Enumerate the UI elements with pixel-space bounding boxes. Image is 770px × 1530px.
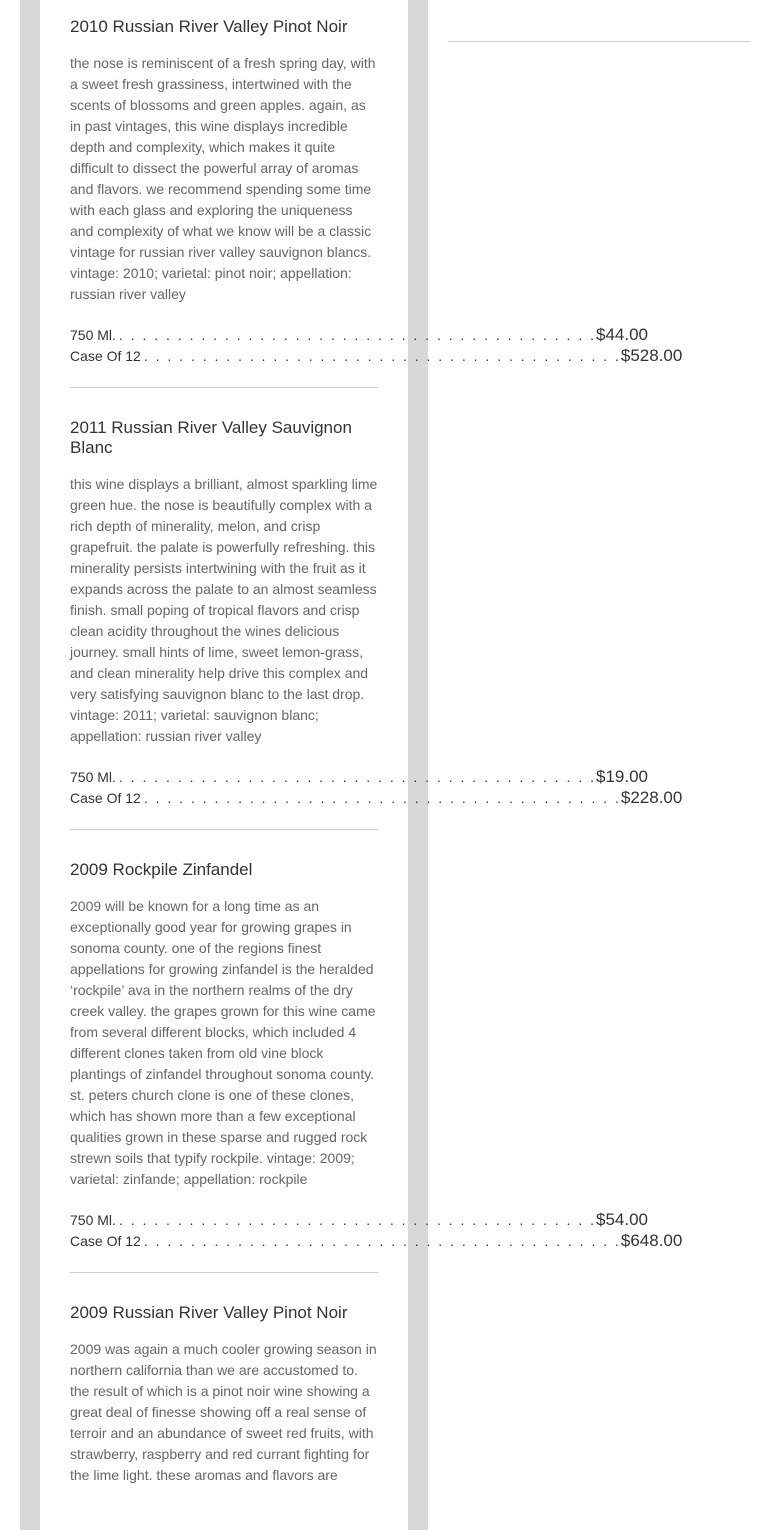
- price-row-bottle: [70, 767, 648, 788]
- wine-description: the nose is reminiscent of a fresh spring day, with a sweet fresh grassiness, intertwined with the scents of blossoms and green apples. again, as in past vintages, this wine displays incredible depth and complexity, which makes it quite difficult to dissect the powerful array of aromas and flavors. we recommend spending some time with each glass and exploring the uniqueness and complexity of what we know will be a classic vintage for russian river valley sauvignon blancs. vintage: 2010; varietal: pinot noir; appellation: russian river valley: [70, 55, 376, 302]
- price-row-case: [70, 788, 683, 809]
- sidebar-divider: [448, 41, 750, 42]
- wine-description: this wine displays a brilliant, almost sparkling lime green hue. the nose is beautifully complex with a rich depth of minerality, melon, and crisp grapefruit. the palate is powerfully refreshing. this minerality persists intertwining with the fruit as it expands across the palate to an almost seamless finish. small poping of tropical flavors and crisp clean acidity throughout the wines delicious journey. small hints of lime, sweet lemon-grass, and clean minerality help drive this complex and very satisfying sauvignon blanc to the last drop. vintage: 2011; varietal: sauvignon blanc; appellation: russian river valley: [70, 476, 378, 744]
- price-leader-dots: . . . . . . . . . . . . . . . . . . . . . . . . . . . . . . . . . . . . . . . . .: [118, 1212, 596, 1228]
- price-label: 750 Ml.: [70, 1212, 116, 1228]
- price-row-bottle: [70, 1210, 648, 1231]
- wine-list-panel: [40, 0, 683, 1530]
- wine-description: 2009 will be known for a long time as an exceptionally good year for growing grapes in sonoma county. one of the regions finest appellations for growing zinfandel is the heralded ‘rockpile’ ava in the northern realms of the dry creek valley. the grapes grown for this wine came from several different blocks, which included 4 different clones taken from old vine block plantings of zinfandel throughout sonoma county. st. peters church clone is one of these clones, which has shown more than a few exceptional qualities grown in these sparse and rugged rock strewn soils that typify rockpile. vintage: 2009; varietal: zinfande; appellation: rockpile: [70, 898, 376, 1187]
- price-label: Case Of 12: [70, 348, 141, 364]
- price-leader-dots: . . . . . . . . . . . . . . . . . . . . . . . . . . . . . . . . . . . . . . . . .: [143, 348, 621, 364]
- price-value: $44.00: [595, 325, 648, 344]
- wine-item: [70, 418, 683, 830]
- price-value: $648.00: [620, 1231, 683, 1250]
- wine-title[interactable]: 2009 Rockpile Zinfandel: [70, 860, 253, 879]
- price-label: 750 Ml.: [70, 769, 116, 785]
- price-value: $528.00: [620, 346, 683, 365]
- price-leader-dots: . . . . . . . . . . . . . . . . . . . . . . . . . . . . . . . . . . . . . . . . .: [118, 769, 596, 785]
- price-row-case: [70, 346, 683, 367]
- wine-item: [70, 860, 683, 1273]
- wine-description: 2009 was again a much cooler growing season in northern california than we are accustomed to. the result of which is a pinot noir wine showing a great deal of finesse showing off a real sense of terroir and an abundance of sweet red fruits, with strawberry, raspberry and red currant fighting for the lime light. these aromas and flavors are: [70, 1341, 377, 1483]
- price-leader-dots: . . . . . . . . . . . . . . . . . . . . . . . . . . . . . . . . . . . . . . . . .: [118, 327, 596, 343]
- price-value: $19.00: [595, 767, 648, 786]
- price-label: Case Of 12: [70, 1233, 141, 1249]
- wine-title[interactable]: 2011 Russian River Valley Sauvignon Blanc: [70, 418, 352, 457]
- price-value: $228.00: [620, 788, 683, 807]
- price-label: 750 Ml.: [70, 327, 116, 343]
- wine-item: [70, 1303, 378, 1526]
- price-leader-dots: . . . . . . . . . . . . . . . . . . . . . . . . . . . . . . . . . . . . . . . . .: [143, 790, 621, 806]
- wine-item: [70, 0, 683, 388]
- price-label: Case Of 12: [70, 790, 141, 806]
- price-row-case: [70, 1231, 683, 1252]
- wine-title[interactable]: 2009 Russian River Valley Pinot Noir: [70, 1303, 348, 1322]
- wine-title[interactable]: 2010 Russian River Valley Pinot Noir: [70, 17, 348, 36]
- price-leader-dots: . . . . . . . . . . . . . . . . . . . . . . . . . . . . . . . . . . . . . . . . .: [143, 1233, 621, 1249]
- price-row-bottle: [70, 325, 648, 346]
- price-value: $54.00: [595, 1210, 648, 1229]
